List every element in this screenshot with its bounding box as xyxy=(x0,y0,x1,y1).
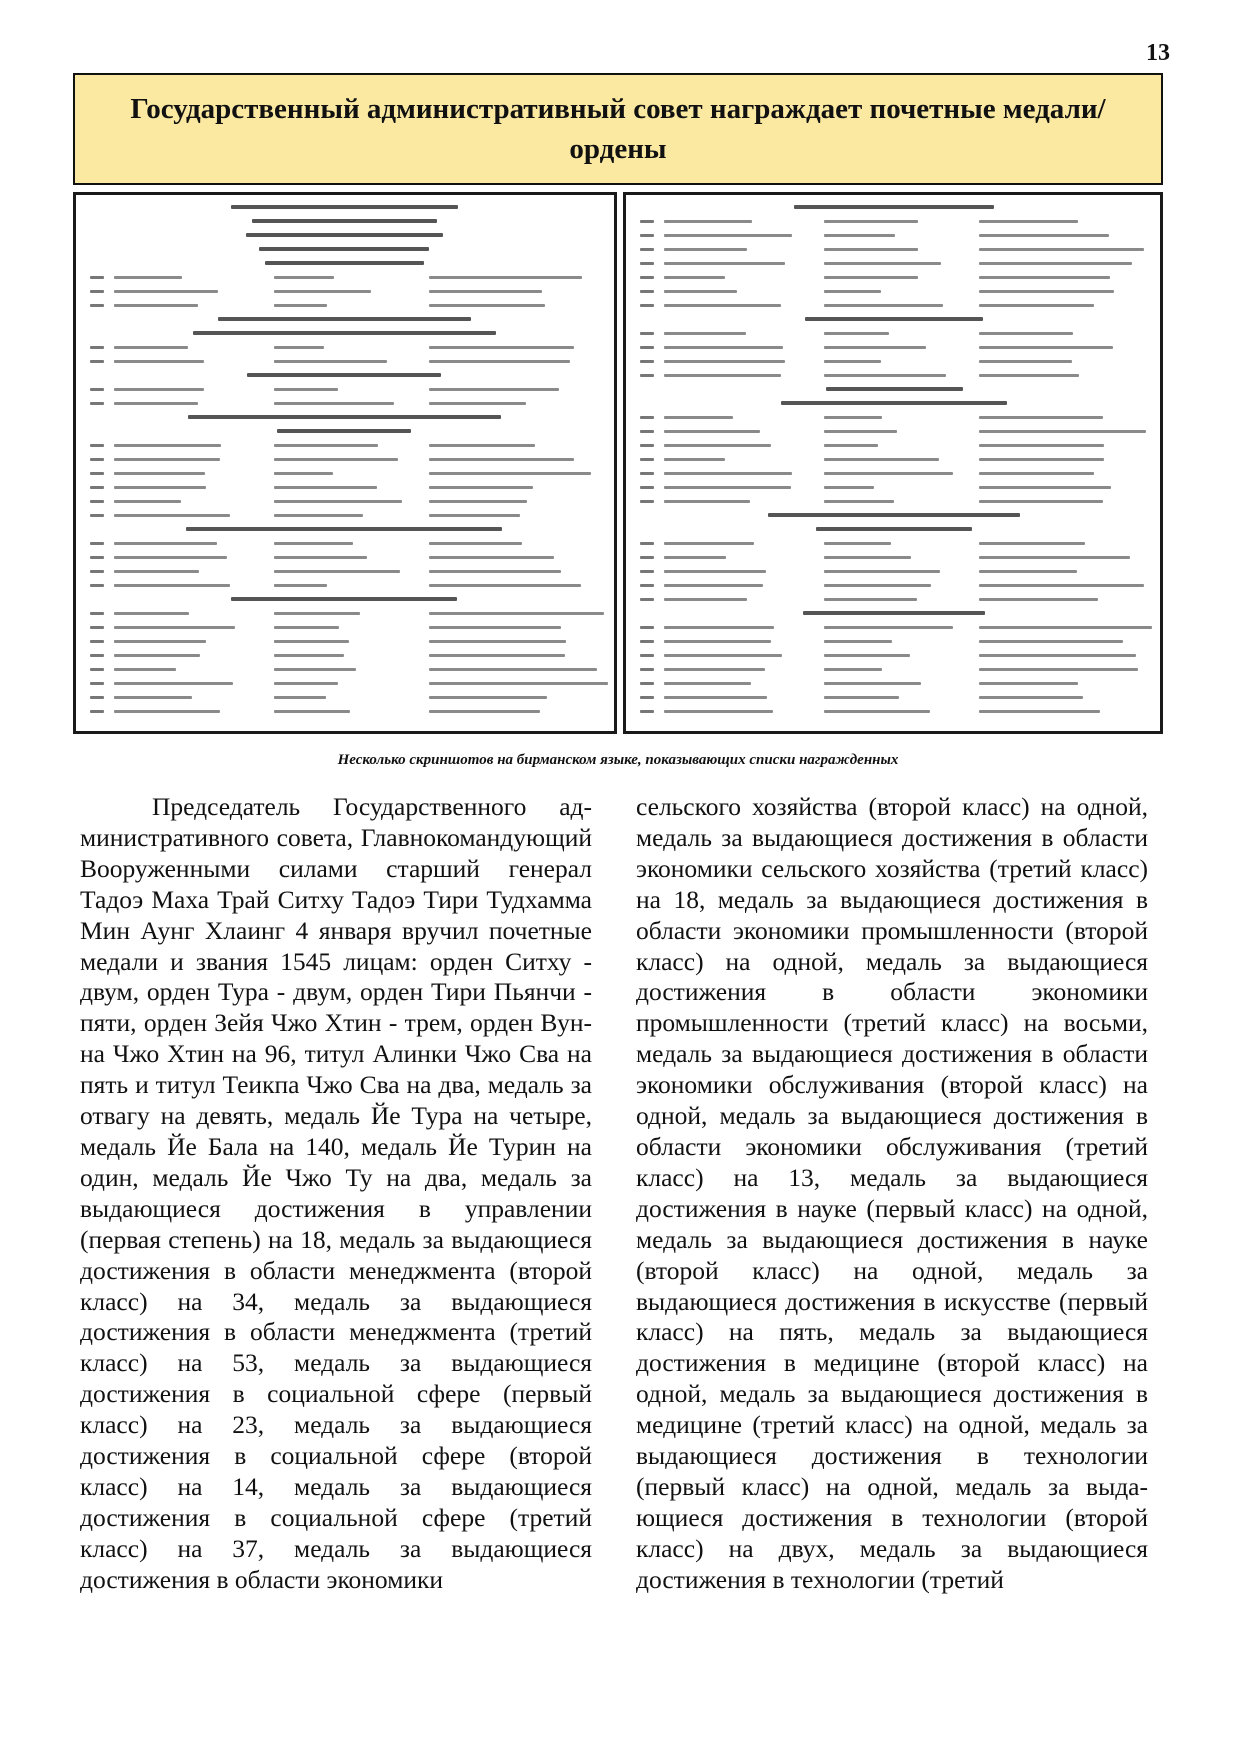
scan-text-line xyxy=(634,635,1152,649)
scan-text-line xyxy=(84,467,606,481)
scan-text-line xyxy=(84,341,606,355)
scan-text-line xyxy=(634,579,1152,593)
scan-text-line xyxy=(634,243,1152,257)
scan-text-line xyxy=(84,215,606,229)
scan-text-line xyxy=(634,229,1152,243)
screenshot-figure xyxy=(73,192,1163,734)
scan-text-line xyxy=(84,509,606,523)
burmese-list-screenshot-left xyxy=(73,192,617,734)
scan-text-line xyxy=(84,271,606,285)
scan-text-line xyxy=(84,481,606,495)
scan-text-line xyxy=(634,285,1152,299)
figure-caption: Несколько скриншотов на бирманском языке, показывающих списки награжденных xyxy=(337,752,899,768)
scan-text-line xyxy=(634,467,1152,481)
article-body xyxy=(80,792,1158,1722)
scan-text-line xyxy=(84,663,606,677)
scan-text-line xyxy=(634,439,1152,453)
scan-text-line xyxy=(634,593,1152,607)
scan-text-line xyxy=(84,229,606,243)
scan-text-line xyxy=(634,355,1152,369)
scan-text-line xyxy=(634,537,1152,551)
scan-text-line xyxy=(84,635,606,649)
burmese-list-screenshot-right xyxy=(623,192,1163,734)
scan-text-line xyxy=(634,523,1152,537)
scan-text-line xyxy=(84,201,606,215)
scan-text-line xyxy=(84,649,606,663)
scan-text-line xyxy=(634,257,1152,271)
scan-text-line xyxy=(84,453,606,467)
scan-text-line xyxy=(84,523,606,537)
scan-text-line xyxy=(84,607,606,621)
scan-text-line xyxy=(634,313,1152,327)
scan-text-line xyxy=(84,383,606,397)
scan-text-line xyxy=(634,341,1152,355)
scan-text-line xyxy=(84,551,606,565)
scan-text-line xyxy=(84,299,606,313)
scan-text-line xyxy=(84,327,606,341)
scan-text-line xyxy=(84,313,606,327)
scan-text-line xyxy=(84,439,606,453)
scan-text-line xyxy=(84,257,606,271)
scan-text-line xyxy=(84,425,606,439)
scan-text-line xyxy=(84,579,606,593)
article-column-left xyxy=(80,792,592,1596)
article-text-right: сельского хозяйства (второй класс) на одной, медаль за выдающиеся достижения в области экономики сельского хозяйства (третий класс) на 18, медаль за выдающиеся достижения в области экономики промышленности (второй класс) на одной, медаль за выдающиеся достижения в области экономики промышленности (третий класс) на восьми, медаль за выдающиеся достижения в области экономики обслуживания (второй класс) на одной, медаль за выдающиеся достижения в области экономики обслуживания (третий класс) на 13, медаль за выдающиеся достижения в науке (первый класс) на одной, медаль за выдающиеся достижения в науке (второй класс) на одной, медаль за выдающиеся достижения в искусстве (первый класс) на пять, медаль за выдающиеся достижения в медицине (второй класс) на одной, медаль за выдающиеся достижения в медицине (третий класс) на одной, медаль за выдающиеся достижения в технологии (первый класс) на одной, медаль за выдающиеся достижения в технологии (второй класс) на двух, медаль за выдающиеся достижения в технологии (третий xyxy=(636,792,1148,1594)
scan-text-line xyxy=(634,677,1152,691)
scan-text-line xyxy=(634,453,1152,467)
scan-text-line xyxy=(634,481,1152,495)
scan-text-line xyxy=(84,397,606,411)
scan-text-line xyxy=(84,565,606,579)
scan-text-line xyxy=(84,621,606,635)
scan-text-line xyxy=(634,649,1152,663)
scan-text-line xyxy=(634,383,1152,397)
scan-text-line xyxy=(84,691,606,705)
scan-text-line xyxy=(634,201,1152,215)
scan-text-line xyxy=(84,593,606,607)
scan-text-line xyxy=(84,495,606,509)
scan-text-line xyxy=(634,369,1152,383)
scan-text-line xyxy=(634,495,1152,509)
scan-text-line xyxy=(634,411,1152,425)
page-number: 13 xyxy=(1146,40,1170,66)
scan-text-line xyxy=(634,607,1152,621)
scan-text-line xyxy=(634,551,1152,565)
scan-text-line xyxy=(84,705,606,719)
scan-text-line xyxy=(84,243,606,257)
scan-text-line xyxy=(634,299,1152,313)
page-title: Государственный административный совет награждает почетные медали/ ордены xyxy=(130,93,1106,165)
scan-text-line xyxy=(634,271,1152,285)
scan-text-line xyxy=(634,215,1152,229)
scan-text-line xyxy=(634,565,1152,579)
scan-text-line xyxy=(84,677,606,691)
article-column-right xyxy=(636,792,1148,1596)
title-banner xyxy=(73,73,1163,185)
article-text-left: Председатель Государственного административного совета, Главнокомандующий Вооруженными силами старший генерал Тадоэ Маха Трай Ситху Тадоэ Тири Тудхамма Мин Аунг Хлаинг 4 января вручил почетные медали и звания 1545 лицам: орден Ситху - двум, орден Тура - двум, орден Тири Пьянчи - пяти, орден Зейя Чжо Хтин - трем, орден Вунна Чжо Хтин на 96, титул Алинки Чжо Сва на пять и титул Теикпа Чжо Сва на два, медаль за отвагу на девять, медаль Йе Тура на четыре, медаль Йе Бала на 140, медаль Йе Турин на один, медаль Йе Чжо Ту на два, медаль за выдающиеся достижения в управлении (первая степень) на 18, медаль за выдающиеся достижения в области менеджмента (второй класс) на 34, медаль за выдающиеся достижения в области менеджмента (третий класс) на 53, медаль за выдающиеся достижения в социальной сфере (первый класс) на 23, медаль за выдающиеся достижения в социальной сфере (второй класс) на 14, медаль за выдающиеся достижения в социальной сфере (третий класс) на 37, медаль за выдающиеся достижения в области экономики xyxy=(80,792,592,1594)
scan-text-line xyxy=(634,705,1152,719)
scan-text-line xyxy=(634,327,1152,341)
scan-text-line xyxy=(634,663,1152,677)
scan-text-line xyxy=(84,285,606,299)
scan-text-line xyxy=(84,369,606,383)
scan-text-line xyxy=(634,425,1152,439)
scan-text-line xyxy=(84,411,606,425)
scan-text-line xyxy=(634,621,1152,635)
scan-text-line xyxy=(84,537,606,551)
scan-text-line xyxy=(634,397,1152,411)
scan-text-line xyxy=(634,509,1152,523)
scan-text-line xyxy=(84,355,606,369)
scan-text-line xyxy=(634,691,1152,705)
